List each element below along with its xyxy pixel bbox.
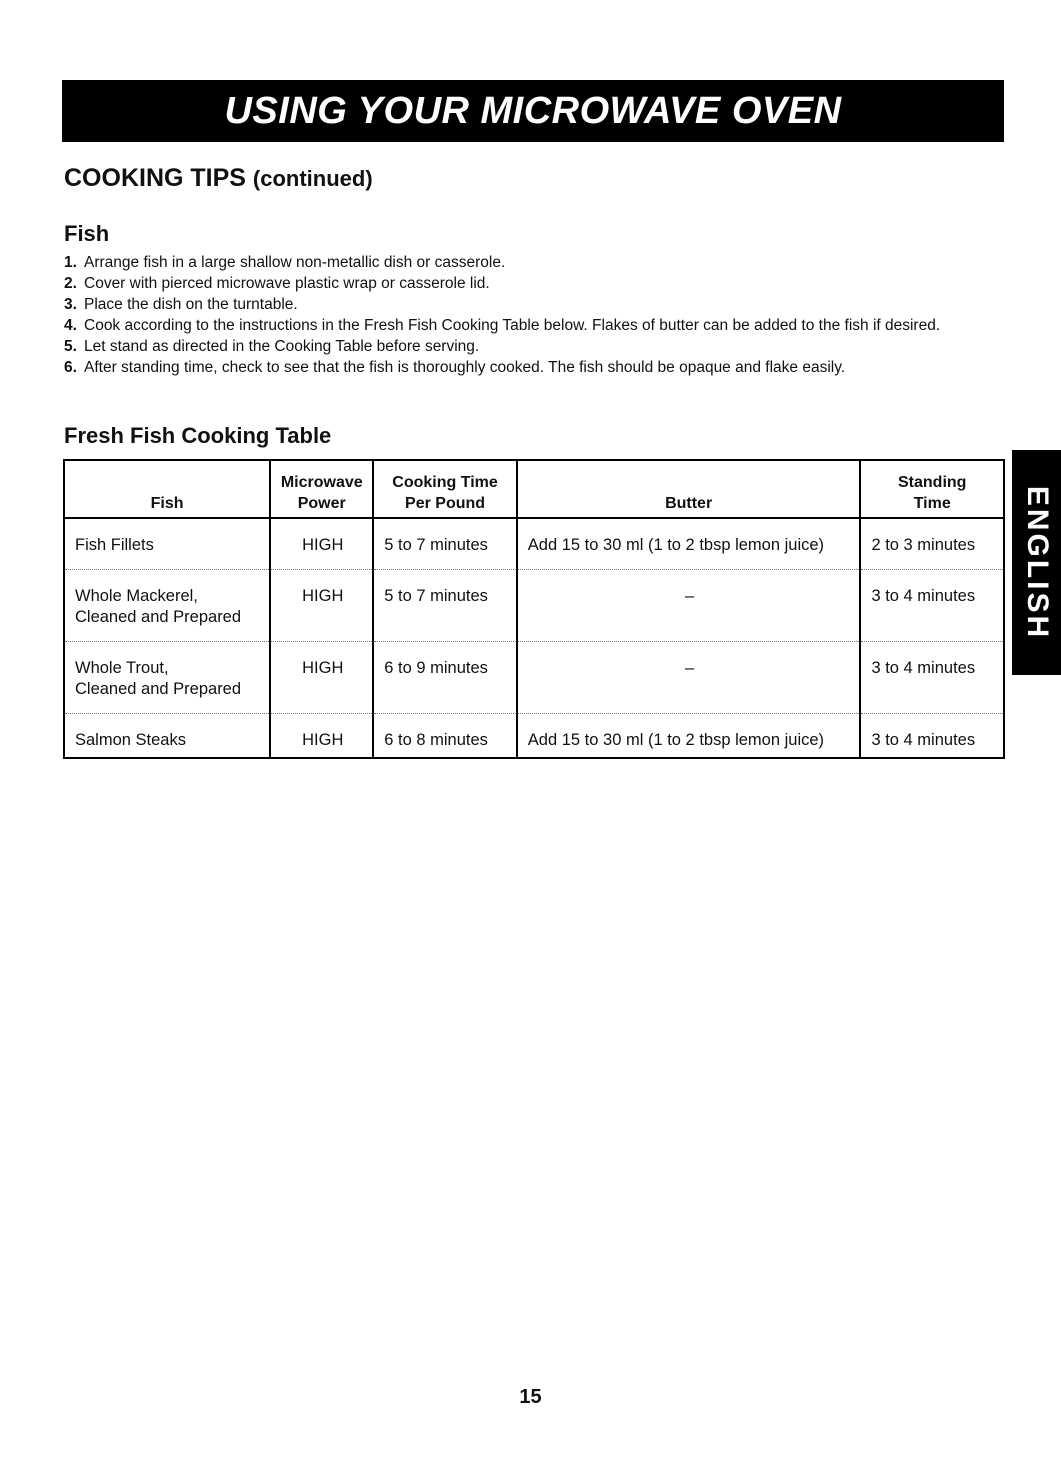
cell-butter: –	[517, 642, 861, 714]
cell-power: HIGH	[270, 518, 373, 570]
cell-fish: Fish Fillets	[64, 518, 270, 570]
cell-power: HIGH	[270, 714, 373, 759]
table-title: Fresh Fish Cooking Table	[64, 423, 332, 448]
table-row	[64, 714, 1004, 759]
table-row	[64, 570, 1004, 642]
header-fish: Fish	[64, 460, 270, 518]
table-header-row	[64, 460, 1004, 518]
cell-standing: 3 to 4 minutes	[860, 714, 1004, 759]
fish-heading: Fish	[64, 221, 110, 246]
cell-fish: Whole Mackerel, Cleaned and Prepared	[64, 570, 270, 642]
step-item	[64, 315, 994, 336]
language-label: ENGLISH	[1020, 485, 1054, 640]
cell-standing: 2 to 3 minutes	[860, 518, 1004, 570]
cell-standing: 3 to 4 minutes	[860, 642, 1004, 714]
cell-time: 5 to 7 minutes	[373, 518, 517, 570]
step-number: 3.	[64, 296, 77, 313]
cell-fish: Salmon Steaks	[75, 731, 186, 749]
step-text: Cook according to the instructions in the Fresh Fish Cooking Table below. Flakes of butter can be added to the fish if desired.	[84, 317, 941, 334]
cell-fish: Whole Trout, Cleaned and Prepared	[64, 642, 270, 714]
step-number: 6.	[64, 359, 77, 376]
table-row	[64, 518, 1004, 570]
fish-steps-list	[64, 252, 994, 378]
step-text: Place the dish on the turntable.	[84, 296, 298, 313]
step-text: Let stand as directed in the Cooking Table before serving.	[84, 338, 480, 355]
cell-butter: Add 15 to 30 ml (1 to 2 tbsp lemon juice)	[517, 518, 861, 570]
step-text: After standing time, check to see that the fish is thoroughly cooked. The fish should be opaque and flake easily.	[84, 359, 846, 376]
header-butter: Butter	[517, 460, 861, 518]
cell-time: 6 to 8 minutes	[373, 714, 517, 759]
step-text: Cover with pierced microwave plastic wrap or casserole lid.	[84, 275, 490, 292]
header-cooking-time: Cooking Time Per Pound	[373, 460, 517, 518]
section-title-main: COOKING TIPS	[64, 164, 246, 192]
section-title	[64, 164, 373, 193]
cell-butter: –	[517, 570, 861, 642]
cell-time: 5 to 7 minutes	[373, 570, 517, 642]
cell-standing: 3 to 4 minutes	[860, 570, 1004, 642]
step-number: 2.	[64, 275, 77, 292]
step-item	[64, 357, 994, 378]
section-title-suffix: (continued)	[252, 166, 373, 191]
cell-butter: Add 15 to 30 ml (1 to 2 tbsp lemon juice)	[517, 714, 861, 759]
language-side-tab	[1012, 450, 1061, 675]
banner-title: USING YOUR MICROWAVE OVEN	[224, 89, 842, 132]
cell-power: HIGH	[270, 642, 373, 714]
header-power: Microwave Power	[270, 460, 373, 518]
step-item	[64, 252, 994, 273]
step-item	[64, 294, 994, 315]
step-number: 5.	[64, 338, 77, 355]
page-number: 15	[519, 1386, 542, 1408]
table-row	[64, 642, 1004, 714]
cell-time: 6 to 9 minutes	[373, 642, 517, 714]
step-item	[64, 273, 994, 294]
step-number: 1.	[64, 254, 77, 271]
step-number: 4.	[64, 317, 77, 334]
fish-cooking-table	[63, 459, 1005, 759]
header-standing-time: Standing Time	[860, 460, 1004, 518]
header-banner	[62, 80, 1004, 142]
step-text: Arrange fish in a large shallow non-metallic dish or casserole.	[84, 254, 506, 271]
cell-power: HIGH	[270, 570, 373, 642]
step-item	[64, 336, 994, 357]
